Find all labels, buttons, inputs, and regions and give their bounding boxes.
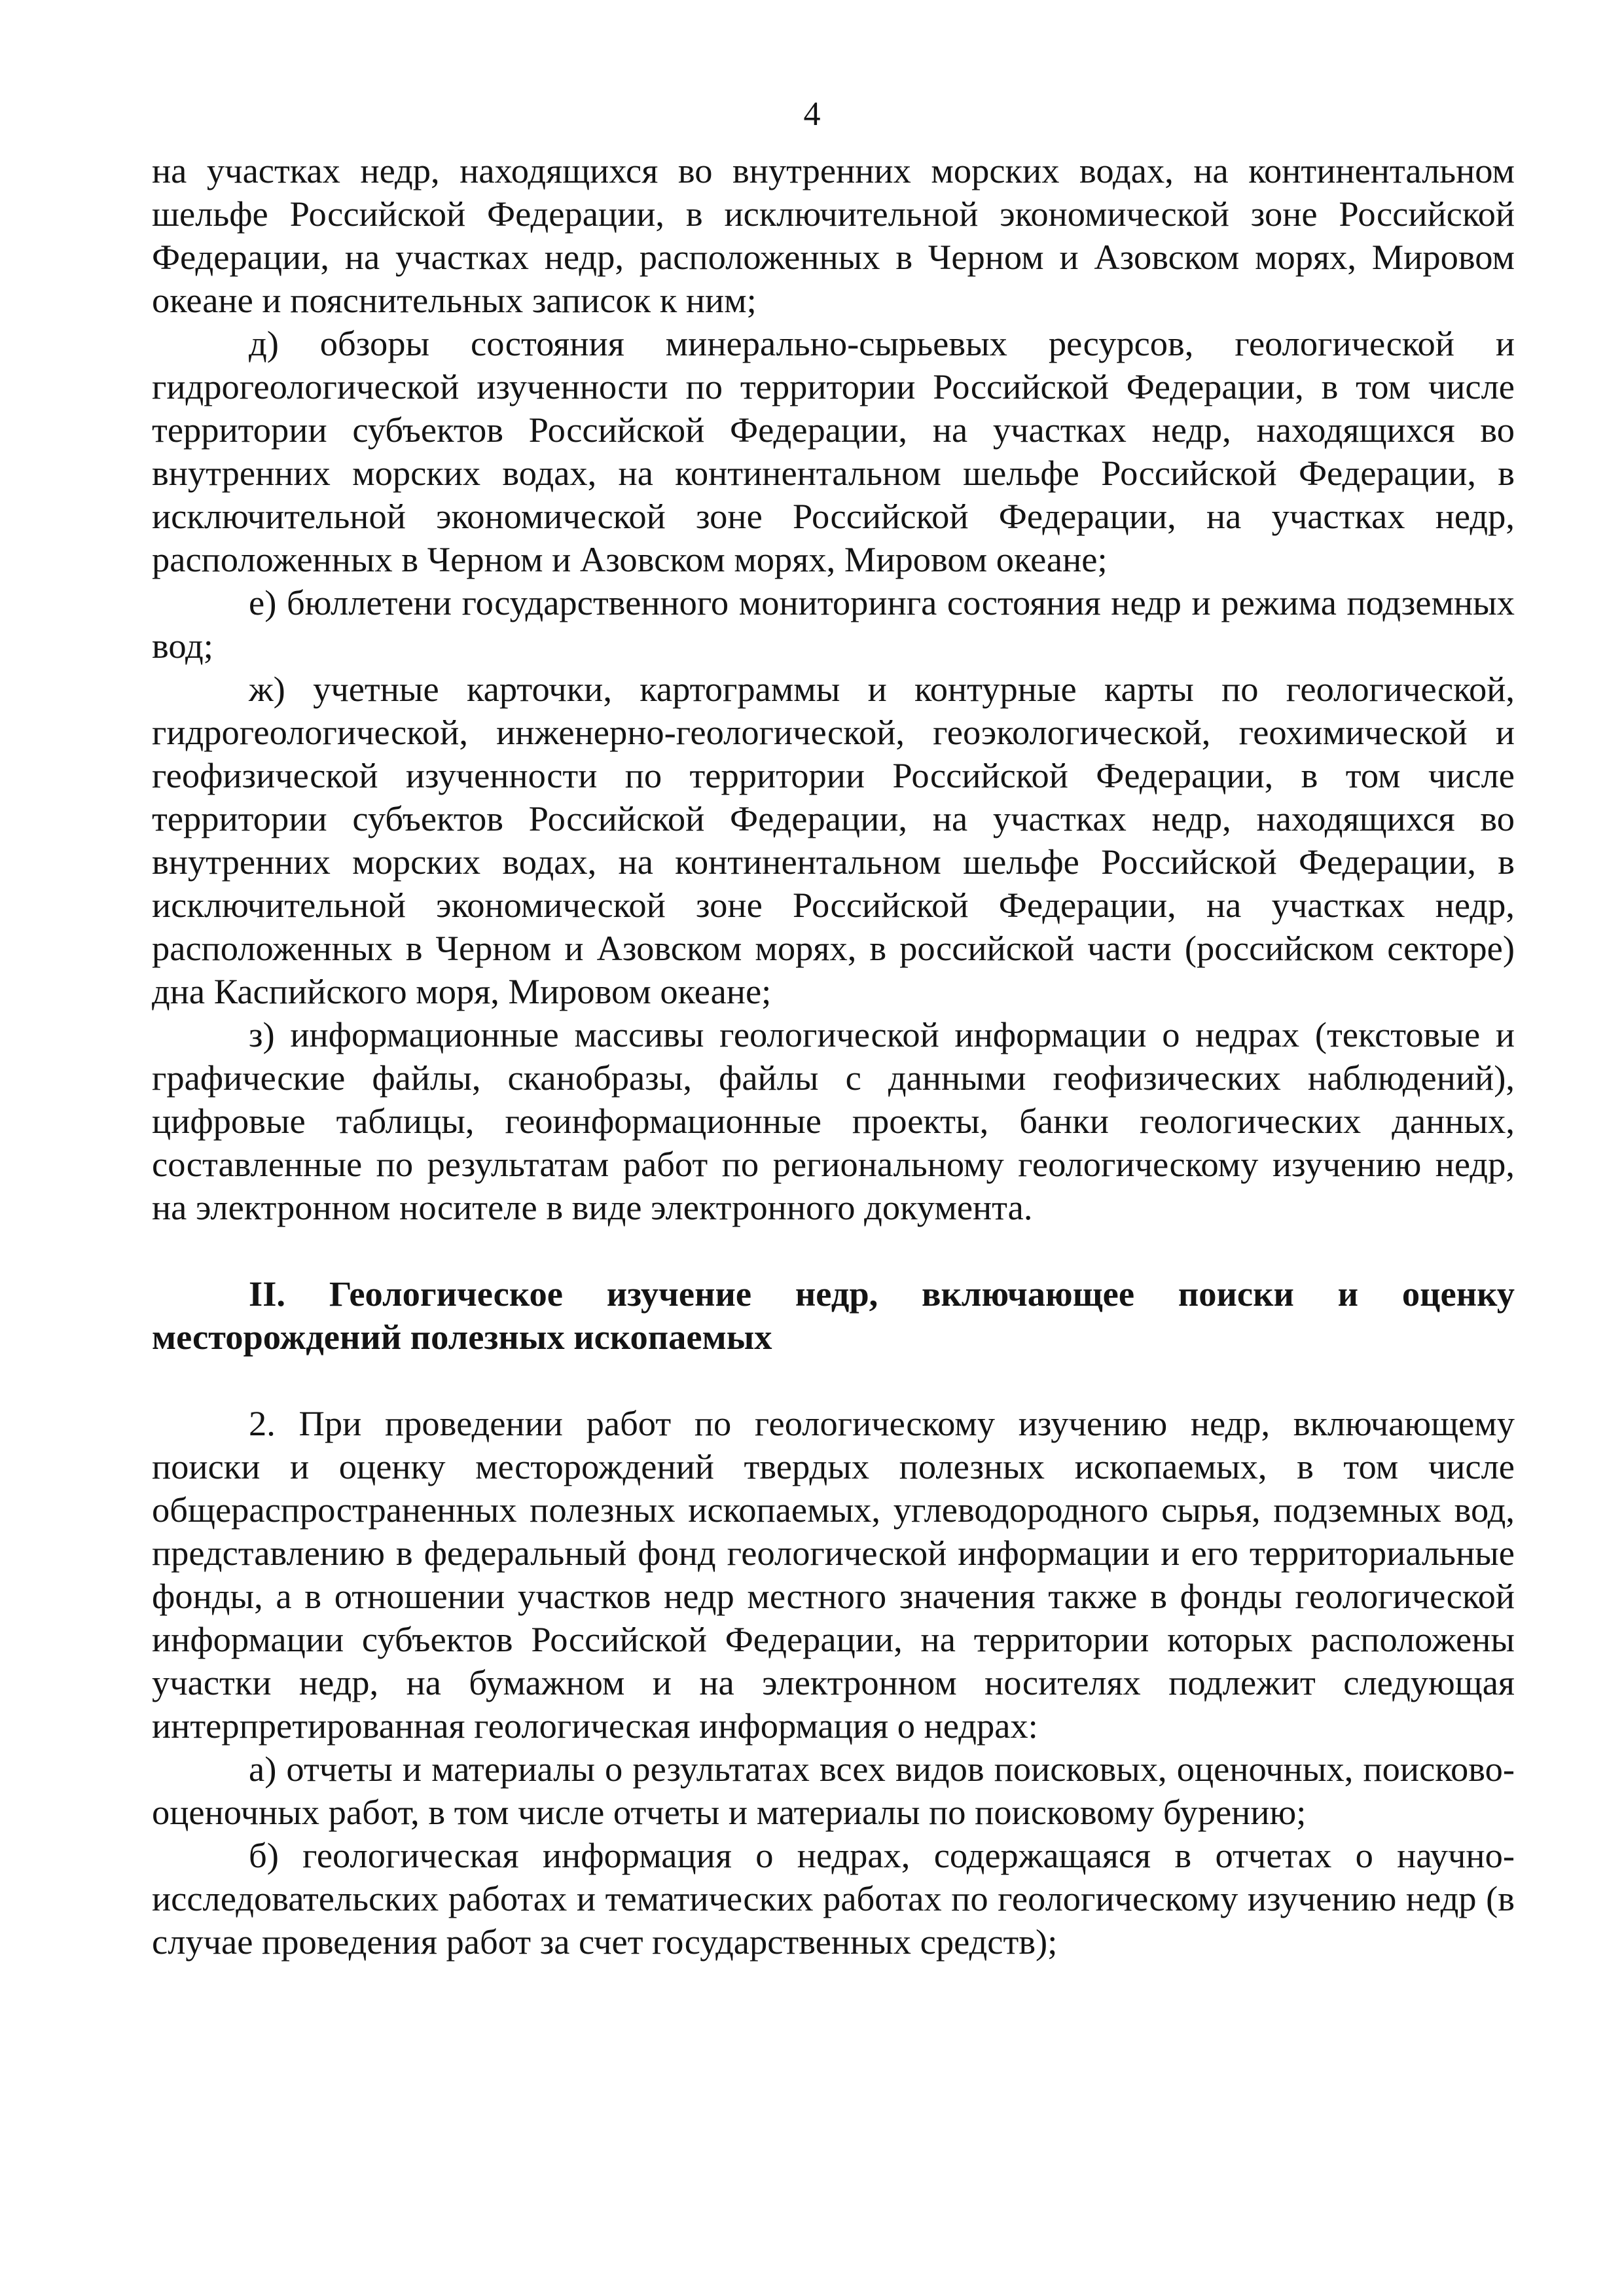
section-heading: II. Геологическое изучение недр, включающее поиски и оценку месторождений полезных ископаемых: [152, 1274, 1515, 1357]
paragraph-2: 2. При проведении работ по геологическому изучению недр, включающему поиски и оценку месторождений твердых полезных ископаемых, в том числе общераспространенных полезных ископаемых, углеводородного сырья, подземных вод, представлению в федеральный фонд геологической информации и его территориальные фонды, а в отношении участков недр местного значения также в фонды геологической информации субъектов Российской Федерации, на территории которых расположены участки недр, на бумажном и на электронном носителях подлежит следующая интерпретированная геологическая информация о недрах:: [152, 1403, 1515, 1746]
paragraph-item-z: з) информационные массивы геологической информации о недрах (текстовые и графические файлы, сканобразы, файлы с данными геофизических наблюдений), цифровые таблицы, геоинформационные проекты, банки геологических данных, составленные по результатам работ по региональному геологическому изучению недр, на электронном носителе в виде электронного документа.: [152, 1014, 1515, 1227]
paragraph-item-e: е) бюллетени государственного мониторинга состояния недр и режима подземных вод;: [152, 583, 1515, 666]
document-body: [152, 149, 1515, 1964]
paragraph-item-zh: ж) учетные карточки, картограммы и контурные карты по геологической, гидрогеологической, инженерно-геологической, геоэкологической, геохимической и геофизической изученности по территории Российской Федерации, в том числе территории субъектов Российской Федерации, на участках недр, находящихся во внутренних морских водах, на континентальном шельфе Российской Федерации, в исключительной экономической зоне Российской Федерации, на участках недр, расположенных в Черном и Азовском морях, в российской части (российском секторе) дна Каспийского моря, Мировом океане;: [152, 669, 1515, 1011]
paragraph-item-a: а) отчеты и материалы о результатах всех видов поисковых, оценочных, поисково-оценочных работ, в том числе отчеты и материалы по поисковому бурению;: [152, 1749, 1515, 1832]
paragraph-item-b: б) геологическая информация о недрах, содержащаяся в отчетах о научно-исследовательских работах и тематических работах по геологическому изучению недр (в случае проведения работ за счет государственных средств);: [152, 1835, 1515, 1962]
page-number: 4: [803, 96, 821, 133]
paragraph-item-d: д) обзоры состояния минерально-сырьевых ресурсов, геологической и гидрогеологической изученности по территории Российской Федерации, в том числе территории субъектов Российской Федерации, на участках недр, находящихся во внутренних морских водах, на континентальном шельфе Российской Федерации, в исключительной экономической зоне Российской Федерации, на участках недр, расположенных в Черном и Азовском морях, Мировом океане;: [152, 323, 1515, 579]
paragraph-continuation: на участках недр, находящихся во внутренних морских водах, на континентальном шельфе Российской Федерации, в исключительной экономической зоне Российской Федерации, на участках недр, расположенных в Черном и Азовском морях, Мировом океане и пояснительных записок к ним;: [152, 151, 1515, 320]
